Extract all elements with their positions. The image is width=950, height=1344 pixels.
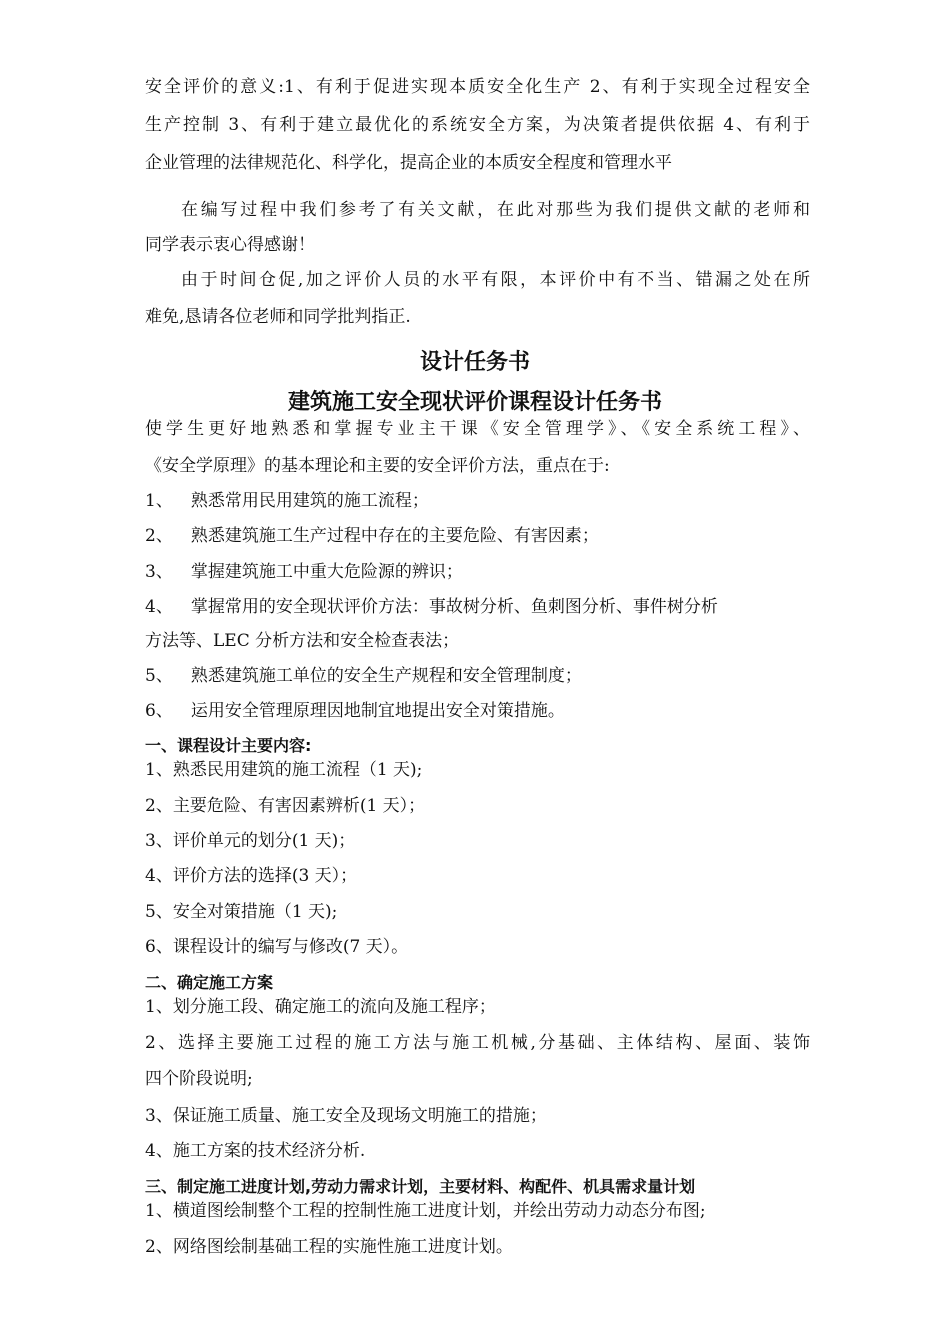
focus-item-text: 运用安全管理原理因地制宜地提出安全对策措施。	[190, 701, 565, 721]
section-1-item: 1、熟悉民用建筑的施工流程（1 天);	[145, 760, 423, 780]
focus-item	[145, 596, 810, 618]
document-subtitle: 建筑施工安全现状评价课程设计任务书	[287, 390, 662, 415]
focus-item-text: 掌握建筑施工中重大危险源的辨识；	[190, 562, 463, 582]
section-2-heading: 二、确定施工方案	[145, 973, 274, 992]
section-2-item: 1、划分施工段、确定施工的流向及施工程序；	[145, 997, 496, 1017]
focus-item	[145, 490, 810, 512]
focus-item-number: 4、	[145, 597, 173, 617]
focus-item-number: 2、	[145, 526, 173, 546]
section-1-heading: 一、课程设计主要内容:	[145, 736, 312, 755]
apology-line-1: 由于时间仓促,加之评价人员的水平有限，本评价中有不当、错漏之处在所	[181, 270, 810, 290]
focus-item-text: 掌握常用的安全现状评价方法：事故树分析、鱼刺图分析、事件树分析	[190, 597, 718, 617]
intro-meaning-line-2: 生产控制 3、有利于建立最优化的系统安全方案，为决策者提供依据 4、有利于	[145, 115, 810, 135]
section-1-item: 4、评价方法的选择(3 天）；	[145, 866, 358, 886]
section-2-item-continuation: 四个阶段说明;	[145, 1069, 253, 1089]
focus-item-text: 熟悉建筑施工生产过程中存在的主要危险、有害因素；	[190, 526, 599, 546]
section-1-item: 5、安全对策措施（1 天);	[145, 902, 338, 922]
focus-item-continuation: 方法等、LEC 分析方法和安全检查表法；	[145, 631, 460, 651]
intro-meaning-line-3: 企业管理的法律规范化、科学化，提高企业的本质安全程度和管理水平	[145, 153, 672, 173]
thanks-line-2: 同学表示衷心得感谢！	[145, 235, 315, 255]
thanks-line-1: 在编写过程中我们参考了有关文献，在此对那些为我们提供文献的老师和	[181, 200, 810, 220]
section-1-item: 3、评价单元的划分(1 天)；	[145, 831, 356, 851]
intro-meaning-line-1: 安全评价的意义:1、有利于促进实现本质安全化生产 2、有利于实现全过程安全	[145, 77, 810, 97]
section-2-item: 3、保证施工质量、施工安全及现场文明施工的措施；	[145, 1106, 547, 1126]
section-1-item: 6、课程设计的编写与修改(7 天）。	[145, 937, 409, 957]
section-3-item: 2、网络图绘制基础工程的实施性施工进度计划。	[145, 1237, 513, 1257]
apology-line-2: 难免,恳请各位老师和同学批判指正.	[145, 307, 411, 327]
purpose-line-1: 使学生更好地熟悉和掌握专业主干课《安全管理学》、《安全系统工程》、	[145, 419, 810, 439]
focus-item	[145, 700, 810, 722]
section-2-item: 2、选择主要施工过程的施工方法与施工机械,分基础、主体结构、屋面、装饰	[145, 1033, 810, 1053]
focus-item	[145, 561, 810, 583]
purpose-line-2: 《安全学原理》的基本理论和主要的安全评价方法，重点在于:	[145, 456, 610, 476]
focus-item-number: 5、	[145, 666, 173, 686]
focus-item-number: 3、	[145, 562, 173, 582]
focus-item-text: 熟悉建筑施工单位的安全生产规程和安全管理制度；	[190, 666, 582, 686]
section-3-item: 1、横道图绘制整个工程的控制性施工进度计划，并绘出劳动力动态分布图;	[145, 1201, 706, 1221]
focus-item	[145, 665, 810, 687]
focus-item	[145, 525, 810, 547]
section-1-item: 2、主要危险、有害因素辨析(1 天）；	[145, 796, 426, 816]
focus-item-text: 熟悉常用民用建筑的施工流程；	[190, 491, 429, 511]
document-title: 设计任务书	[419, 350, 530, 375]
focus-item-number: 1、	[145, 491, 173, 511]
section-2-item: 4、施工方案的技术经济分析.	[145, 1141, 366, 1161]
section-3-heading: 三、制定施工进度计划,劳动力需求计划，主要材料、构配件、机具需求量计划	[145, 1177, 696, 1196]
focus-item-number: 6、	[145, 701, 173, 721]
